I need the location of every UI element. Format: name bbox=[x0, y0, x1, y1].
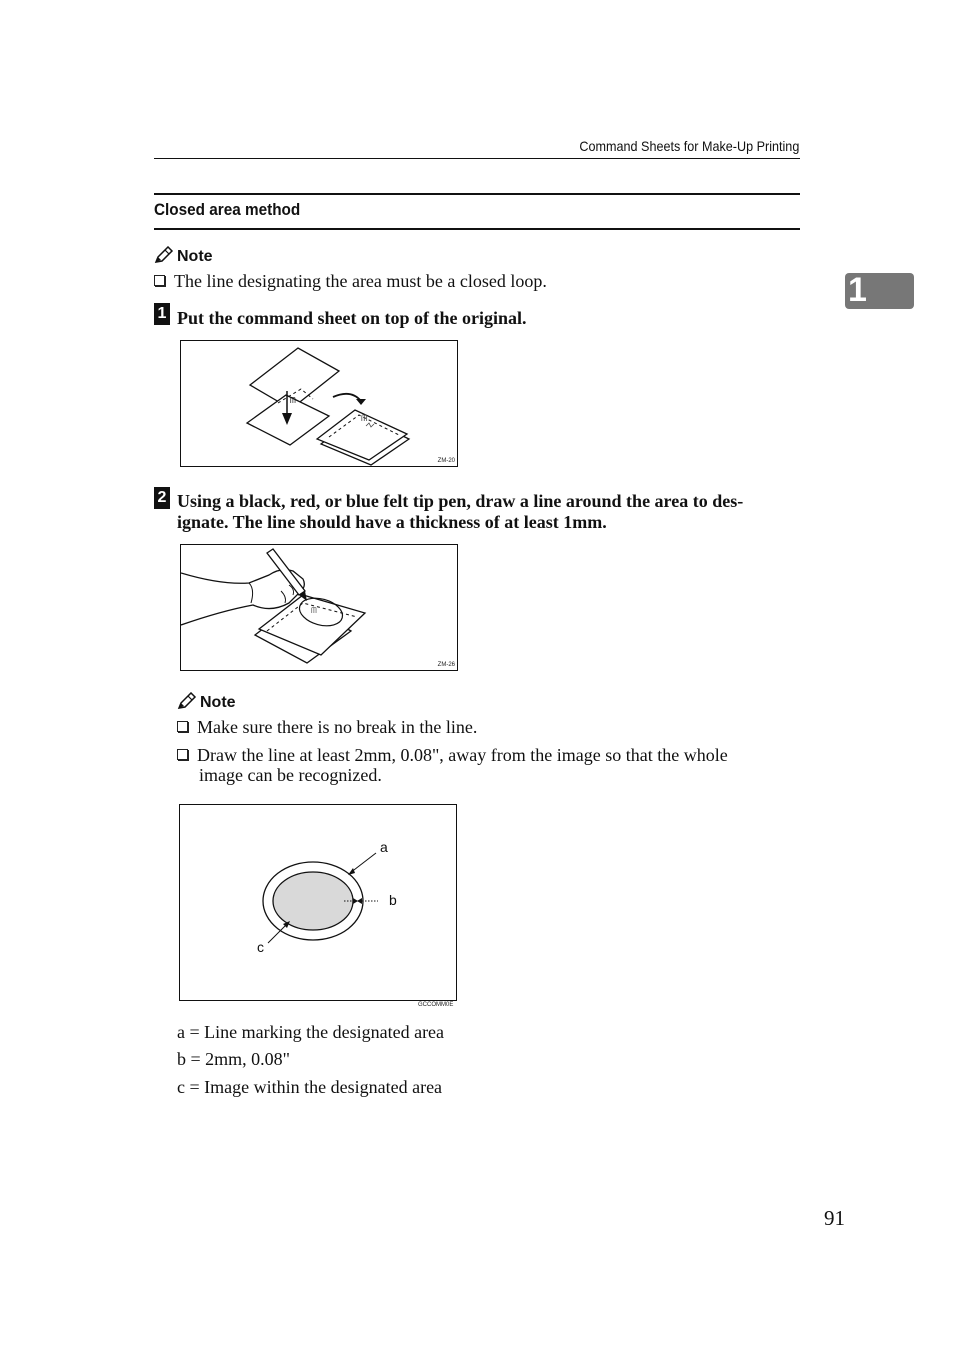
note-item-text: The line designating the area must be a closed loop. bbox=[174, 271, 547, 291]
running-header: Command Sheets for Make-Up Printing bbox=[579, 138, 799, 154]
checkbox-bullet-icon bbox=[154, 275, 165, 286]
step-2-text-line-2: ignate. The line should have a thickness of at least 1mm. bbox=[177, 512, 607, 532]
checkbox-bullet-icon bbox=[177, 721, 188, 732]
note-item-continuation: image can be recognized. bbox=[199, 765, 382, 785]
svg-text:ᗰ: ᗰ bbox=[290, 396, 296, 405]
step-2-text bbox=[177, 491, 800, 533]
section-bottom-rule bbox=[154, 228, 800, 230]
step-2 bbox=[154, 487, 170, 509]
pencil-icon bbox=[154, 246, 174, 269]
command-sheet-illustration bbox=[181, 341, 457, 466]
label-b: b bbox=[389, 892, 397, 908]
label-c: c bbox=[257, 939, 264, 955]
figure-drawing-line bbox=[180, 544, 458, 671]
legend-item-b: b = 2mm, 0.08" bbox=[177, 1049, 291, 1069]
note-heading bbox=[154, 246, 213, 269]
figure-code: GCCOMM0E bbox=[418, 1002, 454, 1008]
legend-item-a: a = Line marking the designated area bbox=[177, 1022, 445, 1042]
note-item-text: Draw the line at least 2mm, 0.08", away from the image so that the whole bbox=[197, 745, 728, 765]
section-title: Closed area method bbox=[154, 200, 301, 219]
svg-text:ᗰ: ᗰ bbox=[311, 606, 317, 615]
figure-code: ZM-20 bbox=[437, 458, 455, 464]
figure-designated-area bbox=[179, 804, 457, 1001]
label-a: a bbox=[380, 839, 388, 855]
step-number-badge: 2 bbox=[154, 487, 170, 509]
page-number: 91 bbox=[824, 1206, 845, 1230]
note-item bbox=[177, 717, 477, 737]
step-1-text: Put the command sheet on top of the original. bbox=[177, 308, 527, 328]
step-2-text-line-1: Using a black, red, or blue felt tip pen, draw a line around the area to des- bbox=[177, 491, 744, 511]
legend-item-c: c = Image within the designated area bbox=[177, 1077, 443, 1097]
designated-area-diagram bbox=[180, 805, 456, 1000]
note-heading-label: Note bbox=[177, 248, 213, 265]
pencil-icon bbox=[177, 692, 197, 715]
step-number-badge: 1 bbox=[154, 303, 170, 325]
note-item bbox=[154, 271, 547, 291]
figure-code: ZM-26 bbox=[437, 662, 455, 668]
step-1 bbox=[154, 303, 170, 325]
chapter-tab bbox=[845, 273, 914, 309]
note-heading-label: Note bbox=[200, 694, 236, 711]
header-rule bbox=[154, 158, 800, 159]
note-heading bbox=[177, 692, 236, 715]
note-item bbox=[177, 745, 728, 765]
svg-text:ᗰ: ᗰ bbox=[361, 413, 368, 423]
hand-drawing-illustration bbox=[181, 545, 457, 670]
chapter-tab-number: 1 bbox=[848, 271, 867, 309]
checkbox-bullet-icon bbox=[177, 749, 188, 760]
note-item-text: Make sure there is no break in the line. bbox=[197, 717, 478, 737]
section-top-rule bbox=[154, 193, 800, 195]
figure-command-sheet-on-original bbox=[180, 340, 458, 467]
